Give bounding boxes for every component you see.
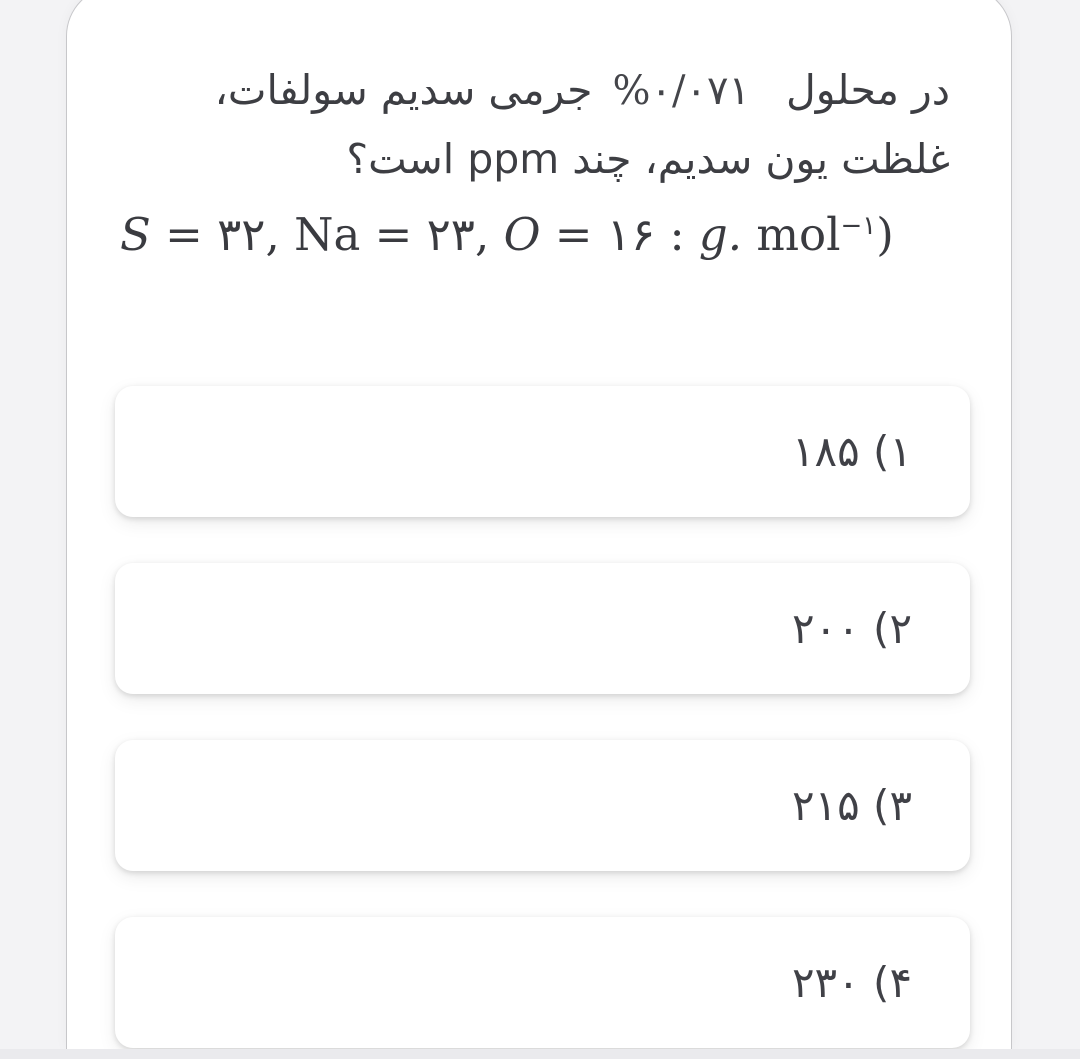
answer-option-2-label: ۲) ۲۰۰ xyxy=(792,604,912,653)
question-line-1 xyxy=(150,56,950,125)
question-text xyxy=(150,56,950,193)
formula-eq-3: = ۱۶ : xyxy=(540,208,699,261)
question-line-2: غلظت یون سدیم، چند ppm است؟ xyxy=(346,135,950,183)
molar-mass-formula xyxy=(120,208,894,261)
formula-unit-g: g. xyxy=(698,208,743,261)
question-line-1-prefix: در محلول xyxy=(785,66,950,114)
formula-eq-2: = ۲۳, xyxy=(360,208,504,261)
answer-option-4-label: ۴) ۲۳۰ xyxy=(792,958,912,1007)
formula-symbol-o: O xyxy=(503,208,541,261)
answer-option-1-label: ۱) ۱۸۵ xyxy=(792,427,912,476)
mass-percent-value: %۰/۰۷۱ xyxy=(612,68,750,114)
formula-eq-1: = ۳۲, xyxy=(150,208,295,261)
answer-option-3[interactable] xyxy=(115,740,970,871)
formula-exponent: −۱ xyxy=(840,211,877,241)
question-line-1-suffix: جرمی سدیم سولفات، xyxy=(214,66,593,114)
formula-symbol-s: S xyxy=(120,208,151,261)
answer-options xyxy=(115,386,970,1048)
answer-option-2[interactable] xyxy=(115,563,970,694)
formula-symbol-na: Na xyxy=(294,208,361,261)
formula-unit-mol: mol xyxy=(742,208,841,261)
formula-close-paren: ) xyxy=(876,208,894,261)
answer-option-3-label: ۳) ۲۱۵ xyxy=(792,781,912,830)
bottom-strip xyxy=(0,1049,1080,1059)
answer-option-4[interactable] xyxy=(115,917,970,1048)
answer-option-1[interactable] xyxy=(115,386,970,517)
